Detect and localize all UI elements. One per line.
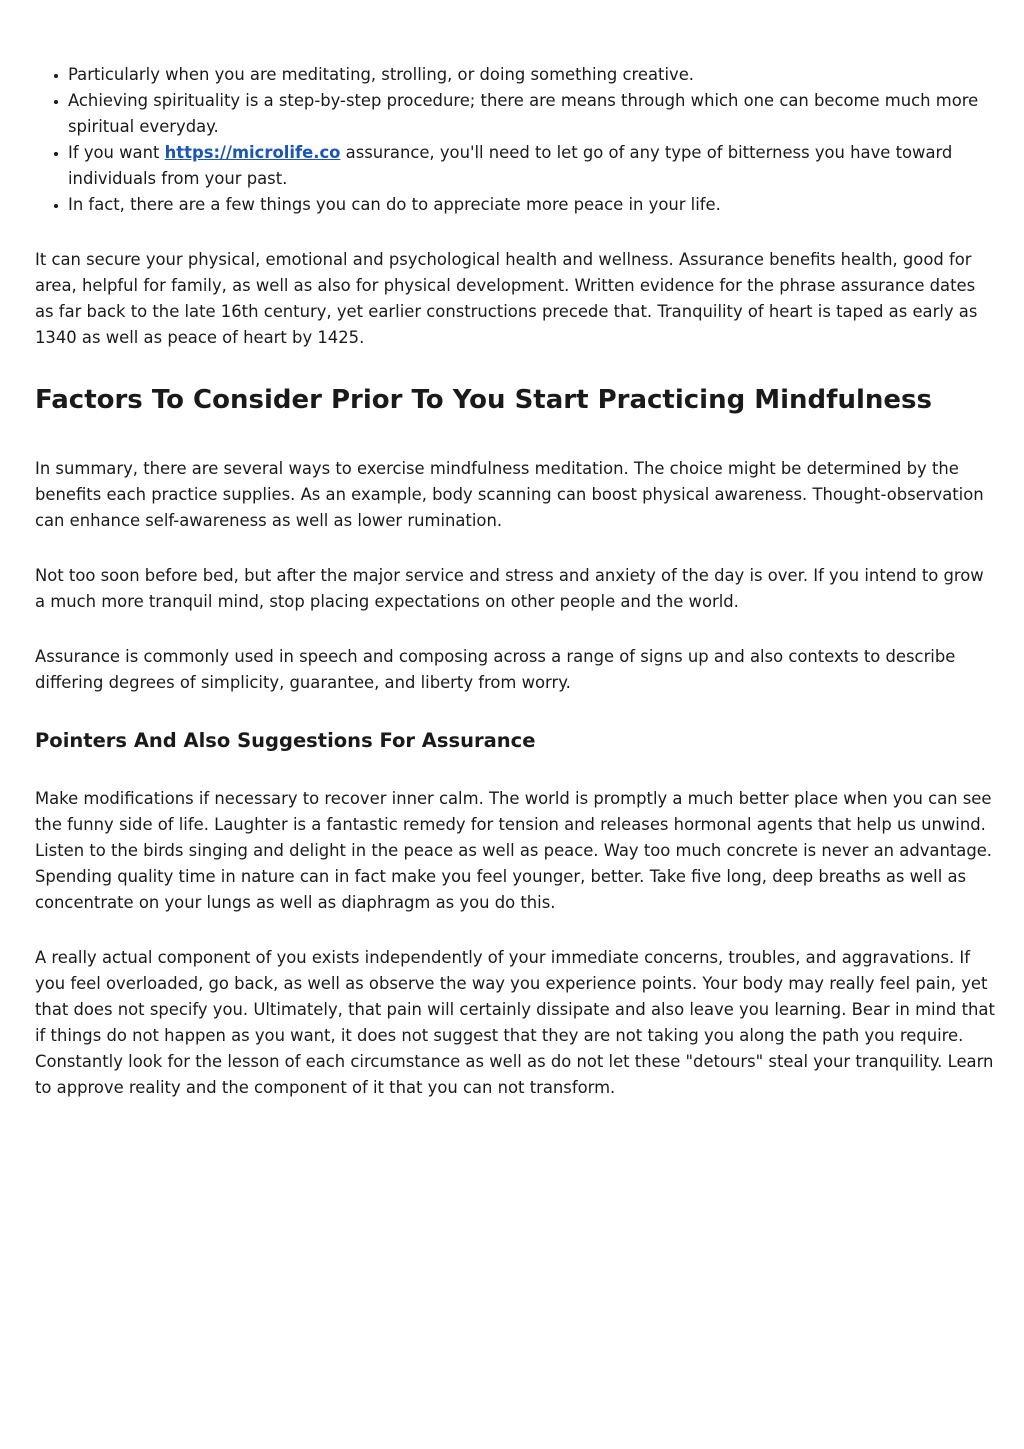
section-heading-assurance: Pointers And Also Suggestions For Assurance [35,729,536,752]
paragraph: Not too soon before bed, but after the major service and stress and anxiety of the day is over. If you intend to grow a much more tranquil mind, stop placing expectations on other people and the world. [35,566,984,611]
list-item-text: Achieving spirituality is a step-by-step procedure; there are means through which one can become much more spiritual everyday. [68,91,979,136]
paragraph: Assurance is commonly used in speech and composing across a range of signs up and also contexts to describe differing degrees of simplicity, guarantee, and liberty from worry. [35,647,956,692]
section-heading-mindfulness: Factors To Consider Prior To You Start Practicing Mindfulness [35,385,932,415]
list-item-text-before-link: If you want [68,143,165,162]
paragraph: Make modifications if necessary to recover inner calm. The world is promptly a much better place when you can see the funny side of life. Laughter is a fantastic remedy for tension and releases hormonal agents that help us unwind. Listen to the birds singing and delight in the peace as well as peace. Way too much concrete is never an advantage. Spending quality time in nature can in fact make you feel younger, better. Take five long, deep breaths as well as concentrate on your lungs as well as diaphragm as you do this. [35,789,993,912]
microlife-link[interactable]: https://microlife.co [164,143,341,162]
list-item-text-after-link: assurance, you'll need to let go of any type of bitterness you have toward individuals from your past. [68,143,953,188]
paragraph: A really actual component of you exists independently of your immediate concerns, troubles, and aggravations. If you feel overloaded, go back, as well as observe the way you experience points. Your body may really feel pain, yet that does not specify you. Ultimately, that pain will certainly dissipate and also leave you learning. Bear in mind that if things do not happen as you want, it does not suggest that they are not taking you along the path you require. Constantly look for the lesson of each circumstance as well as do not let these "detours" steal your tranquility. Learn to approve reality and the component of it that you can not transform. [35,948,995,1097]
list-item-text: Particularly when you are meditating, strolling, or doing something creative. [68,65,694,84]
paragraph: In summary, there are several ways to exercise mindfulness meditation. The choice might be determined by the benefits each practice supplies. As an example, body scanning can boost physical awareness. Thought-observation can enhance self-awareness as well as lower rumination. [35,459,984,530]
list-item [68,192,995,218]
bullet-list [0,62,995,218]
bullet-list-wrapper [0,62,995,218]
intro-paragraph: It can secure your physical, emotional and psychological health and wellness. Assurance benefits health, good for area, helpful for family, as well as also for physical development. Written evidence for the phrase assurance dates as far back to the late 16th century, yet earlier constructions precede that. Tranquility of heart is taped as early as 1340 as well as peace of heart by 1425. [35,250,978,347]
document-page [35,62,995,1101]
list-item [68,140,995,192]
list-item [68,88,995,140]
list-item [68,62,995,88]
list-item-text: In fact, there are a few things you can do to appreciate more peace in your life. [68,195,721,214]
